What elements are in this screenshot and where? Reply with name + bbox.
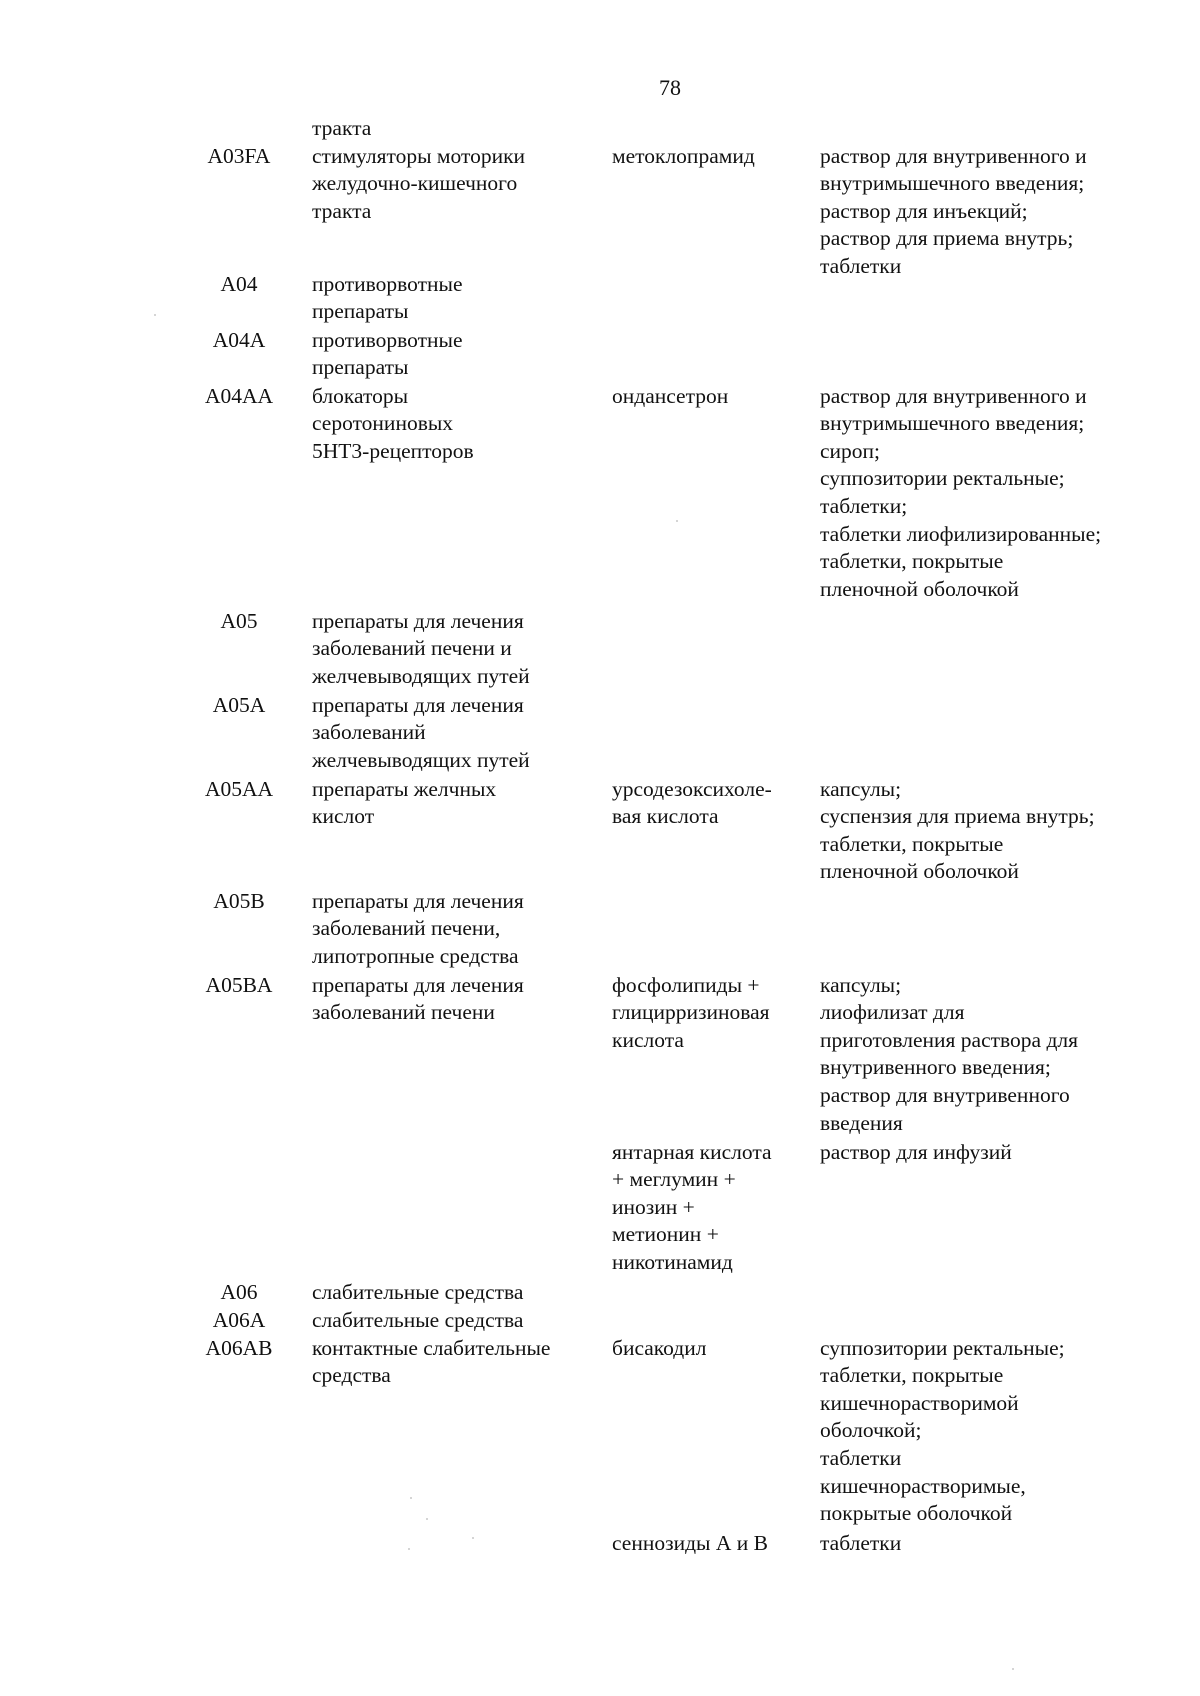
dosage-form: капсулы; суспензия для приема внутрь; таблетки, покрытые пленочной оболочкой [820, 776, 1095, 884]
table-row [0, 115, 1200, 143]
dosage-form: капсулы; лиофилизат для приготовления раствора для внутривенного введения; раствор для внутривенного введения [820, 972, 1078, 1135]
anatomical-therapeutic-group: контактные слабительные средства [312, 1335, 551, 1388]
table-row [0, 271, 1200, 327]
atc-code: A03FA [207, 143, 271, 168]
dosage-form: раствор для инфузий [820, 1139, 1012, 1164]
dosage-form: таблетки [820, 1530, 902, 1555]
table-row [0, 888, 1200, 972]
drug-name: урсодезоксихоле- вая кислота [612, 776, 772, 829]
table-row [0, 1307, 1200, 1335]
anatomical-therapeutic-group: слабительные средства [312, 1307, 524, 1332]
drug-name: янтарная кислота + меглумин + инозин + метионин + никотинамид [612, 1139, 772, 1274]
atc-code: A05BA [205, 972, 273, 997]
drug-name: метоклопрамид [612, 143, 755, 168]
table-row [0, 692, 1200, 776]
drug-name: сеннозиды А и В [612, 1530, 768, 1555]
table-row [0, 776, 1200, 888]
scan-speck [408, 1548, 410, 1550]
anatomical-therapeutic-group: препараты для лечения заболеваний печени [312, 972, 524, 1025]
anatomical-therapeutic-group: слабительные средства [312, 1279, 524, 1304]
atc-code: A06AB [205, 1335, 273, 1360]
atc-code: A04A [212, 327, 266, 352]
table-row [0, 608, 1200, 692]
drug-name: фосфолипиды + глицирризиновая кислота [612, 972, 770, 1052]
drug-name: ондансетрон [612, 383, 729, 408]
dosage-form: раствор для внутривенного и внутримышечного введения; сироп; суппозитории ректальные; таблетки; таблетки лиофилизированные; таблетки, покрытые пленочной оболочкой [820, 383, 1102, 601]
table-row [0, 383, 1200, 608]
anatomical-therapeutic-group: стимуляторы моторики желудочно-кишечного тракта [312, 143, 526, 223]
drug-classification-table [0, 115, 1200, 1558]
table-row [0, 327, 1200, 383]
atc-code: A05 [220, 608, 258, 633]
anatomical-therapeutic-group: препараты желчных кислот [312, 776, 497, 829]
anatomical-therapeutic-group: противорвотные препараты [312, 327, 463, 380]
anatomical-therapeutic-group: противорвотные препараты [312, 271, 463, 324]
anatomical-therapeutic-group: препараты для лечения заболеваний печени, липотропные средства [312, 888, 524, 968]
scan-speck [472, 1537, 474, 1539]
scan-speck [676, 520, 678, 522]
page-number: 78 [659, 75, 681, 100]
atc-code: A04AA [204, 383, 274, 408]
anatomical-therapeutic-group: препараты для лечения заболеваний печени и желчевыводящих путей [312, 608, 530, 688]
anatomical-therapeutic-group: препараты для лечения заболеваний желчевыводящих путей [312, 692, 530, 772]
atc-code: A04 [220, 271, 258, 296]
scan-speck [1012, 1668, 1014, 1670]
dosage-form: раствор для внутривенного и внутримышечного введения; раствор для инъекций; раствор для приема внутрь; таблетки [820, 143, 1087, 278]
table-row [0, 972, 1200, 1139]
table-row [0, 1335, 1200, 1530]
table-row [0, 1530, 1200, 1558]
anatomical-therapeutic-group: блокаторы серотониновых 5HT3-рецепторов [312, 383, 474, 463]
atc-code: A05AA [204, 776, 274, 801]
scan-speck [410, 1497, 412, 1499]
drug-name: бисакодил [612, 1335, 707, 1360]
scan-speck [154, 314, 156, 316]
anatomical-therapeutic-group: тракта [312, 116, 372, 140]
scan-speck [426, 1518, 428, 1520]
table-row [0, 1279, 1200, 1307]
atc-code: A05A [212, 692, 266, 717]
table-row [0, 1139, 1200, 1279]
atc-code: A05B [213, 888, 265, 913]
atc-code: A06 [220, 1279, 258, 1304]
atc-code: A06A [212, 1307, 266, 1332]
dosage-form: суппозитории ректальные; таблетки, покрытые кишечнорастворимой оболочкой; таблетки кишечнорастворимые, покрытые оболочкой [820, 1335, 1065, 1526]
table-row [0, 143, 1200, 278]
